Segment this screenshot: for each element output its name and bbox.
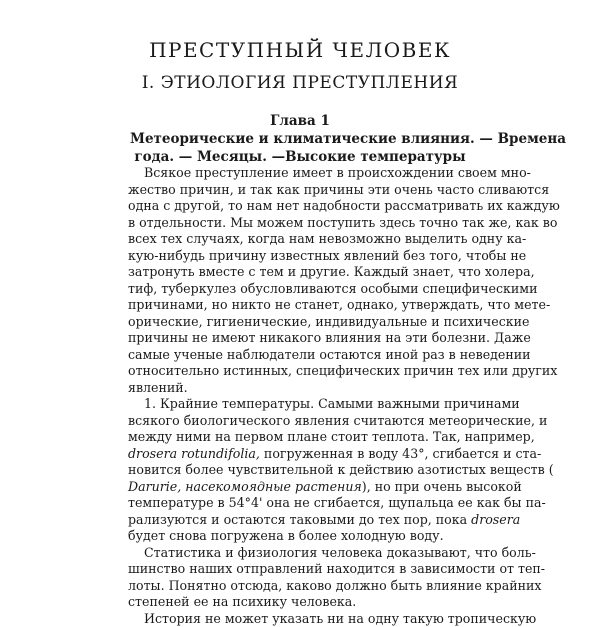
text-line: затронуть вместе с тем и другие. Каждый знает, что холера, [128, 264, 474, 281]
text-line: степеней ее на психику человека. [128, 594, 474, 611]
text-line [128, 479, 474, 496]
text-line: орические, гигиенические, индивидуальные и психические [128, 314, 474, 331]
text-line [128, 446, 474, 463]
italic-term: Darurie, насекомоядные растения [128, 479, 362, 494]
chapter-subtitle-line: года. — Месяцы. —Высокие температуры [130, 148, 470, 166]
text-line: одна с другой, то нам нет надобности рассматривать их каждую [128, 198, 474, 215]
text-line: Статистика и физиология человека доказывают, что боль- [128, 545, 474, 562]
text-line [128, 512, 474, 529]
text-line: всякого биологического явления считаются метеорические, и [128, 413, 474, 430]
text-line: в отдельности. Мы можем поступить здесь точно так же, как во [128, 215, 474, 232]
text-fragment: рализуются и остаются таковыми до тех пор, пока [128, 512, 467, 527]
text-line: кую-нибудь причину известных явлений без того, чтобы не [128, 248, 474, 265]
chapter-subtitle-line: Метеорические и климатические влияния. — Времена [130, 130, 470, 148]
chapter-label: Глава 1 [130, 112, 470, 130]
text-line: новится более чувствительной к действию азотистых веществ ( [128, 462, 474, 479]
text-line: будет снова погружена в более холодную воду. [128, 528, 474, 545]
text-line: История не может указать ни на одну такую тропическую [128, 611, 474, 627]
italic-term: drosera [471, 512, 520, 527]
part-title: I. ЭТИОЛОГИЯ ПРЕСТУПЛЕНИЯ [0, 72, 600, 94]
text-line: причинами, но никто не станет, однако, утверждать, что мете- [128, 297, 474, 314]
book-title: ПРЕСТУПНЫЙ ЧЕЛОВЕК [0, 38, 600, 62]
chapter-heading [130, 112, 470, 166]
text-fragment: ), но при очень высокой [362, 479, 522, 494]
text-line: тиф, туберкулез обусловливаются особыми специфическими [128, 281, 474, 298]
text-line: Всякое преступление имеет в происхождении своем мно- [128, 165, 474, 182]
text-line: относительно истинных, специфических причин тех или других [128, 363, 474, 380]
text-line: 1. Крайние температуры. Самыми важными причинами [128, 396, 474, 413]
text-line: явлений. [128, 380, 474, 397]
body-text [128, 165, 474, 627]
text-line: шинство наших отправлений находится в зависимости от теп- [128, 561, 474, 578]
text-line: лоты. Понятно отсюда, каково должно быть влияние крайних [128, 578, 474, 595]
text-line: между ними на первом плане стоит теплота. Так, например, [128, 429, 474, 446]
text-line: самые ученые наблюдатели остаются иной раз в неведении [128, 347, 474, 364]
text-line: жество причин, и так как причины эти очень часто сливаются [128, 182, 474, 199]
italic-term: drosera rotundifolia, [128, 446, 260, 461]
text-line: температуре в 54°4' она не сгибается, щупальца ее как бы па- [128, 495, 474, 512]
text-line: причины не имеют никакого влияния на эти болезни. Даже [128, 330, 474, 347]
text-line: всех тех случаях, когда нам невозможно выделить одну ка- [128, 231, 474, 248]
text-fragment: погруженная в воду 43°, сгибается и ста- [264, 446, 541, 461]
